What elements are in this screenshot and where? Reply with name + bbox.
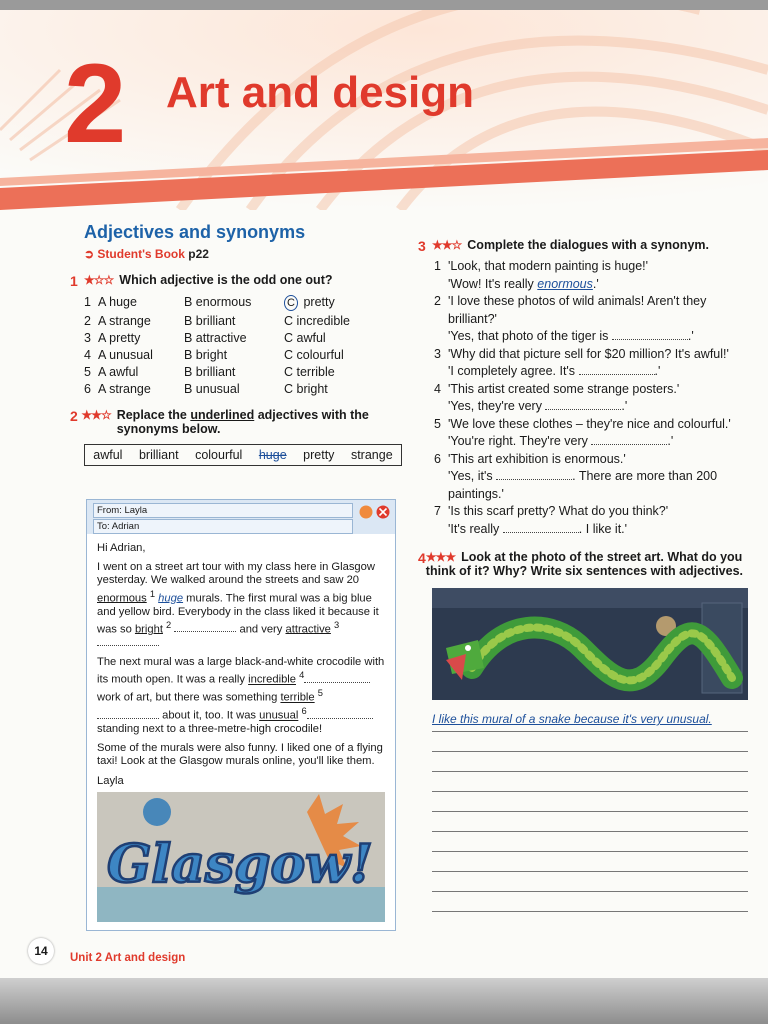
dialogue-item: 7 'Is this scarf pretty? What do you think?' 'It's really . I like it.' <box>434 504 669 536</box>
writing-line[interactable] <box>432 832 748 852</box>
sb-label: Student's Book <box>97 247 185 261</box>
option-a: A huge <box>98 295 137 309</box>
dialogue-list <box>434 258 750 538</box>
exercise-instruction: ★★★ Look at the photo of the street art. What do you think of it? Why? Write six sentences with adjectives. <box>425 550 743 578</box>
word-bank-item: awful <box>93 448 123 462</box>
exercise-1-options <box>84 295 410 396</box>
email-paragraph-3: Some of the murals were also funny. I liked one of a flying taxi! Look at the Glasgow murals online, you'll like them. <box>97 742 383 768</box>
dialogue-item: 5 'We love these clothes – they're nice and colourful.' 'You're right. They're very .' <box>434 416 731 448</box>
email-header <box>87 500 395 534</box>
word-bank-item: colourful <box>195 448 243 462</box>
exercise-number: 3 <box>418 238 426 254</box>
answer-blank[interactable] <box>503 532 579 533</box>
word-bank-item: strange <box>350 448 393 462</box>
exercise-4-heading <box>418 550 750 578</box>
glasgow-graffiti-image <box>97 792 385 922</box>
word-bank-item: pretty <box>303 448 335 462</box>
exercise-number: 1 <box>70 273 78 289</box>
word-bank-item-crossed: huge <box>258 448 287 462</box>
difficulty-stars-icon: ★★☆ <box>432 238 462 252</box>
scan-shadow <box>0 978 768 1024</box>
answer-blank[interactable] <box>579 374 655 375</box>
right-column <box>418 238 750 912</box>
email-window <box>86 499 396 931</box>
email-paragraph-2: The next mural was a large black-and-white crocodile with its mouth open. It was a really incredible $^4$ work of art, but there was something terrible $^5$ about it, too. It was unusual $^6$ standing next to a three-metre-high crocodile! <box>97 655 385 735</box>
option-c: C terrible <box>284 365 335 379</box>
snake-mural-photo <box>432 588 748 700</box>
email-to-field: To: Adrian <box>93 519 353 534</box>
option-b: B enormous <box>184 295 252 309</box>
dialogue-item: 4 'This artist created some strange posters.' 'Yes, they're very .' <box>434 381 680 413</box>
students-book-reference <box>84 247 410 261</box>
arrow-circle-icon: ➲ <box>84 247 95 261</box>
option-c: C colourful <box>284 348 344 362</box>
unit-title: Art and design <box>166 68 475 117</box>
email-signature: Layla <box>97 774 124 787</box>
writing-line[interactable] <box>432 712 748 732</box>
handwritten-answer: I like this mural of a snake because it's very unusual. <box>432 712 712 726</box>
option-c: C incredible <box>284 314 351 328</box>
writing-line[interactable] <box>432 772 748 792</box>
exercise-instruction: Complete the dialogues with a synonym. <box>467 238 709 252</box>
email-window-controls <box>359 504 391 520</box>
writing-line[interactable] <box>432 812 748 832</box>
answer-blank[interactable] <box>612 339 688 340</box>
answer-blank[interactable] <box>545 409 621 410</box>
handwritten-answer: enormous <box>537 276 593 291</box>
page-number: 14 <box>28 938 54 964</box>
difficulty-stars-icon: ★☆☆ <box>84 273 114 287</box>
option-a: A unusual <box>98 348 153 362</box>
unit-number: 2 <box>64 41 127 166</box>
option-b: B unusual <box>184 382 240 396</box>
answer-blank[interactable] <box>591 444 667 445</box>
email-body <box>87 534 395 788</box>
option-b: B brilliant <box>184 314 236 328</box>
item-number: 3 <box>84 331 91 345</box>
exercise-instruction: Which adjective is the odd one out? <box>119 273 333 287</box>
answer-blank[interactable] <box>496 479 572 480</box>
writing-line[interactable] <box>432 732 748 752</box>
word-bank <box>84 444 402 466</box>
option-c: C bright <box>284 382 328 396</box>
dialogue-item: 3 'Why did that picture sell for $20 million? It's awful!' 'I completely agree. It's .' <box>434 346 729 378</box>
dialogue-item: 6 'This art exhibition is enormous.' 'Yes, it's . There are more than 200 paintings.' <box>434 451 718 501</box>
sb-page: p22 <box>188 247 209 261</box>
exercise-2-heading <box>70 408 410 436</box>
exercise-3-heading <box>418 238 750 254</box>
exercise-number: 4 <box>418 550 426 566</box>
difficulty-stars-icon: ★★☆ <box>81 408 111 422</box>
email-paragraph-1: I went on a street art tour with my class here in Glasgow yesterday. We walked around the streets and saw 20 enormous $^1$ huge murals. The first mural was a big blue and yellow bird. Everybody in the class liked it because it was so bright $^2$ and very attractive $^3$ <box>97 561 385 650</box>
option-a: A strange <box>98 314 151 328</box>
exercise-number: 2 <box>70 408 78 424</box>
option-a: A pretty <box>98 331 141 345</box>
item-number: 4 <box>84 348 91 362</box>
section-title: Adjectives and synonyms <box>84 222 306 242</box>
difficulty-stars-icon: ★★★ <box>425 550 456 564</box>
word-bank-item: brilliant <box>138 448 179 462</box>
writing-line[interactable] <box>432 752 748 772</box>
graffiti-lettering: Glasgow! <box>107 834 373 895</box>
item-number: 5 <box>84 365 91 379</box>
option-b: B bright <box>184 348 228 362</box>
item-number: 6 <box>84 382 91 396</box>
option-b: B brilliant <box>184 365 236 379</box>
writing-line[interactable] <box>432 792 748 812</box>
email-from-field: From: Layla <box>93 503 353 518</box>
circled-answer-mark: C <box>284 295 298 311</box>
footer-unit-label: Unit 2 Art and design <box>70 952 186 964</box>
writing-line[interactable] <box>432 852 748 872</box>
minimize-icon <box>360 506 373 519</box>
item-number: 1 <box>84 295 91 309</box>
handwritten-answer: huge <box>158 592 184 605</box>
exercise-1-heading <box>70 273 410 289</box>
dialogue-item: 1 'Look, that modern painting is huge!' 'Wow! It's really enormous.' <box>434 259 649 291</box>
option-b: B attractive <box>184 331 247 345</box>
email-greeting: Hi Adrian, <box>97 542 146 554</box>
writing-line[interactable] <box>432 892 748 912</box>
left-column <box>70 222 410 466</box>
workbook-page <box>0 10 768 978</box>
writing-line[interactable] <box>432 872 748 892</box>
exercise-instruction: Replace the underlined adjectives with the synonyms below. <box>116 408 369 436</box>
dialogue-item: 2 'I love these photos of wild animals! Aren't they brilliant?' 'Yes, that photo of the tiger is .' <box>434 294 707 343</box>
option-a: A strange <box>98 382 151 396</box>
writing-lines <box>432 712 748 912</box>
option-a: A awful <box>98 365 139 379</box>
option-c-word: pretty <box>303 295 335 309</box>
option-c <box>284 295 394 311</box>
item-number: 2 <box>84 314 91 328</box>
option-c: C awful <box>284 331 326 345</box>
